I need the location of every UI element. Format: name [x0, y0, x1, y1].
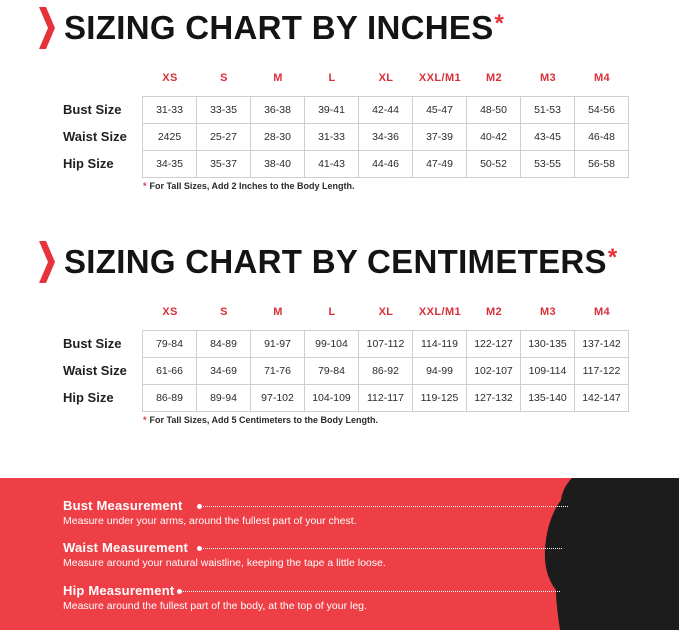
table-row: [143, 358, 629, 385]
size-header: M3: [539, 306, 557, 318]
table-cell: 84-89: [197, 331, 251, 358]
hip-measurement: [63, 583, 367, 612]
table-cell: 31-33: [305, 124, 359, 151]
note-asterisk: *: [143, 415, 147, 425]
table-cell: 61-66: [143, 358, 197, 385]
table-cell: 137-142: [575, 331, 629, 358]
size-header: L: [328, 306, 336, 318]
bust-measurement: [63, 498, 357, 527]
table-cell: 117-122: [575, 358, 629, 385]
inches-heading: [38, 6, 504, 50]
measurement-description: Measure around your natural waistline, keeping the tape a little loose.: [63, 557, 386, 569]
table-cell: 94-99: [413, 358, 467, 385]
waist-measurement: [63, 540, 386, 569]
table-cell: 109-114: [521, 358, 575, 385]
row-label-hip: Hip Size: [63, 156, 114, 171]
note-asterisk: *: [143, 181, 147, 191]
table-cell: 107-112: [359, 331, 413, 358]
table-cell: 50-52: [467, 151, 521, 178]
table-cell: 104-109: [305, 385, 359, 412]
table-cell: 45-47: [413, 97, 467, 124]
table-cell: 122-127: [467, 331, 521, 358]
table-cell: 46-48: [575, 124, 629, 151]
chevron-right-icon: [38, 240, 56, 284]
size-header: S: [220, 72, 228, 84]
centimeters-tall-note: [143, 415, 378, 425]
table-row: [143, 385, 629, 412]
table-cell: 91-97: [251, 331, 305, 358]
table-cell: 112-117: [359, 385, 413, 412]
table-cell: 99-104: [305, 331, 359, 358]
note-text: For Tall Sizes, Add 5 Centimeters to the Body Length.: [149, 415, 379, 425]
table-cell: 48-50: [467, 97, 521, 124]
table-row: [143, 124, 629, 151]
centimeters-title: SIZING CHART BY CENTIMETERS: [64, 243, 607, 280]
size-header: XL: [378, 306, 394, 318]
table-cell: 119-125: [413, 385, 467, 412]
size-header: M: [273, 72, 283, 84]
table-cell: 142-147: [575, 385, 629, 412]
table-cell: 86-92: [359, 358, 413, 385]
centimeters-size-headers: [143, 306, 629, 318]
table-row: [143, 97, 629, 124]
table-cell: 51-53: [521, 97, 575, 124]
inches-title: SIZING CHART BY INCHES: [64, 9, 494, 46]
chevron-right-icon: [38, 6, 56, 50]
table-cell: 2425: [143, 124, 197, 151]
centimeters-heading: [38, 240, 617, 284]
size-header: S: [220, 306, 228, 318]
table-cell: 37-39: [413, 124, 467, 151]
measurement-title: Waist Measurement: [63, 540, 189, 555]
size-header: M2: [485, 306, 503, 318]
table-cell: 39-41: [305, 97, 359, 124]
centimeters-title-asterisk: *: [607, 244, 618, 271]
note-text: For Tall Sizes, Add 2 Inches to the Body Length.: [149, 181, 355, 191]
table-cell: 114-119: [413, 331, 467, 358]
table-cell: 130-135: [521, 331, 575, 358]
size-header: L: [328, 72, 336, 84]
table-cell: 42-44: [359, 97, 413, 124]
measurement-title: Hip Measurement: [63, 583, 175, 598]
inches-title-asterisk: *: [494, 10, 504, 37]
table-cell: 79-84: [305, 358, 359, 385]
measurement-description: Measure under your arms, around the fullest part of your chest.: [63, 515, 357, 527]
table-cell: 34-69: [197, 358, 251, 385]
table-cell: 89-94: [197, 385, 251, 412]
size-header: XXL/M1: [418, 72, 462, 84]
table-cell: 34-35: [143, 151, 197, 178]
inches-row-labels: [63, 96, 127, 177]
table-cell: 34-36: [359, 124, 413, 151]
row-label-bust: Bust Size: [63, 102, 122, 117]
table-cell: 44-46: [359, 151, 413, 178]
table-cell: 86-89: [143, 385, 197, 412]
centimeters-row-labels: [63, 330, 127, 411]
table-cell: 36-38: [251, 97, 305, 124]
row-label-bust: Bust Size: [63, 336, 122, 351]
row-label-hip: Hip Size: [63, 390, 114, 405]
size-header: M4: [593, 306, 611, 318]
table-cell: 31-33: [143, 97, 197, 124]
measurement-title: Bust Measurement: [63, 498, 183, 513]
table-cell: 127-132: [467, 385, 521, 412]
table-cell: 38-40: [251, 151, 305, 178]
centimeters-size-table: [142, 330, 629, 412]
measurement-description: Measure around the fullest part of the body, at the top of your leg.: [63, 600, 367, 612]
size-header: M3: [539, 72, 557, 84]
table-row: [143, 151, 629, 178]
inches-tall-note: [143, 181, 355, 191]
table-cell: 25-27: [197, 124, 251, 151]
table-cell: 28-30: [251, 124, 305, 151]
size-header: M4: [593, 72, 611, 84]
table-cell: 41-43: [305, 151, 359, 178]
inches-size-table: [142, 96, 629, 178]
table-cell: 33-35: [197, 97, 251, 124]
table-cell: 102-107: [467, 358, 521, 385]
table-cell: 40-42: [467, 124, 521, 151]
size-header: XS: [162, 72, 178, 84]
table-row: [143, 331, 629, 358]
table-cell: 79-84: [143, 331, 197, 358]
row-label-waist: Waist Size: [63, 363, 127, 378]
table-cell: 97-102: [251, 385, 305, 412]
table-cell: 35-37: [197, 151, 251, 178]
size-header: XXL/M1: [418, 306, 462, 318]
size-header: M2: [485, 72, 503, 84]
table-cell: 71-76: [251, 358, 305, 385]
table-cell: 54-56: [575, 97, 629, 124]
table-cell: 53-55: [521, 151, 575, 178]
measurement-guide: [0, 478, 679, 630]
table-cell: 43-45: [521, 124, 575, 151]
row-label-waist: Waist Size: [63, 129, 127, 144]
table-cell: 56-58: [575, 151, 629, 178]
size-header: XL: [378, 72, 394, 84]
table-cell: 47-49: [413, 151, 467, 178]
inches-size-headers: [143, 72, 629, 84]
size-header: XS: [162, 306, 178, 318]
size-header: M: [273, 306, 283, 318]
table-cell: 135-140: [521, 385, 575, 412]
